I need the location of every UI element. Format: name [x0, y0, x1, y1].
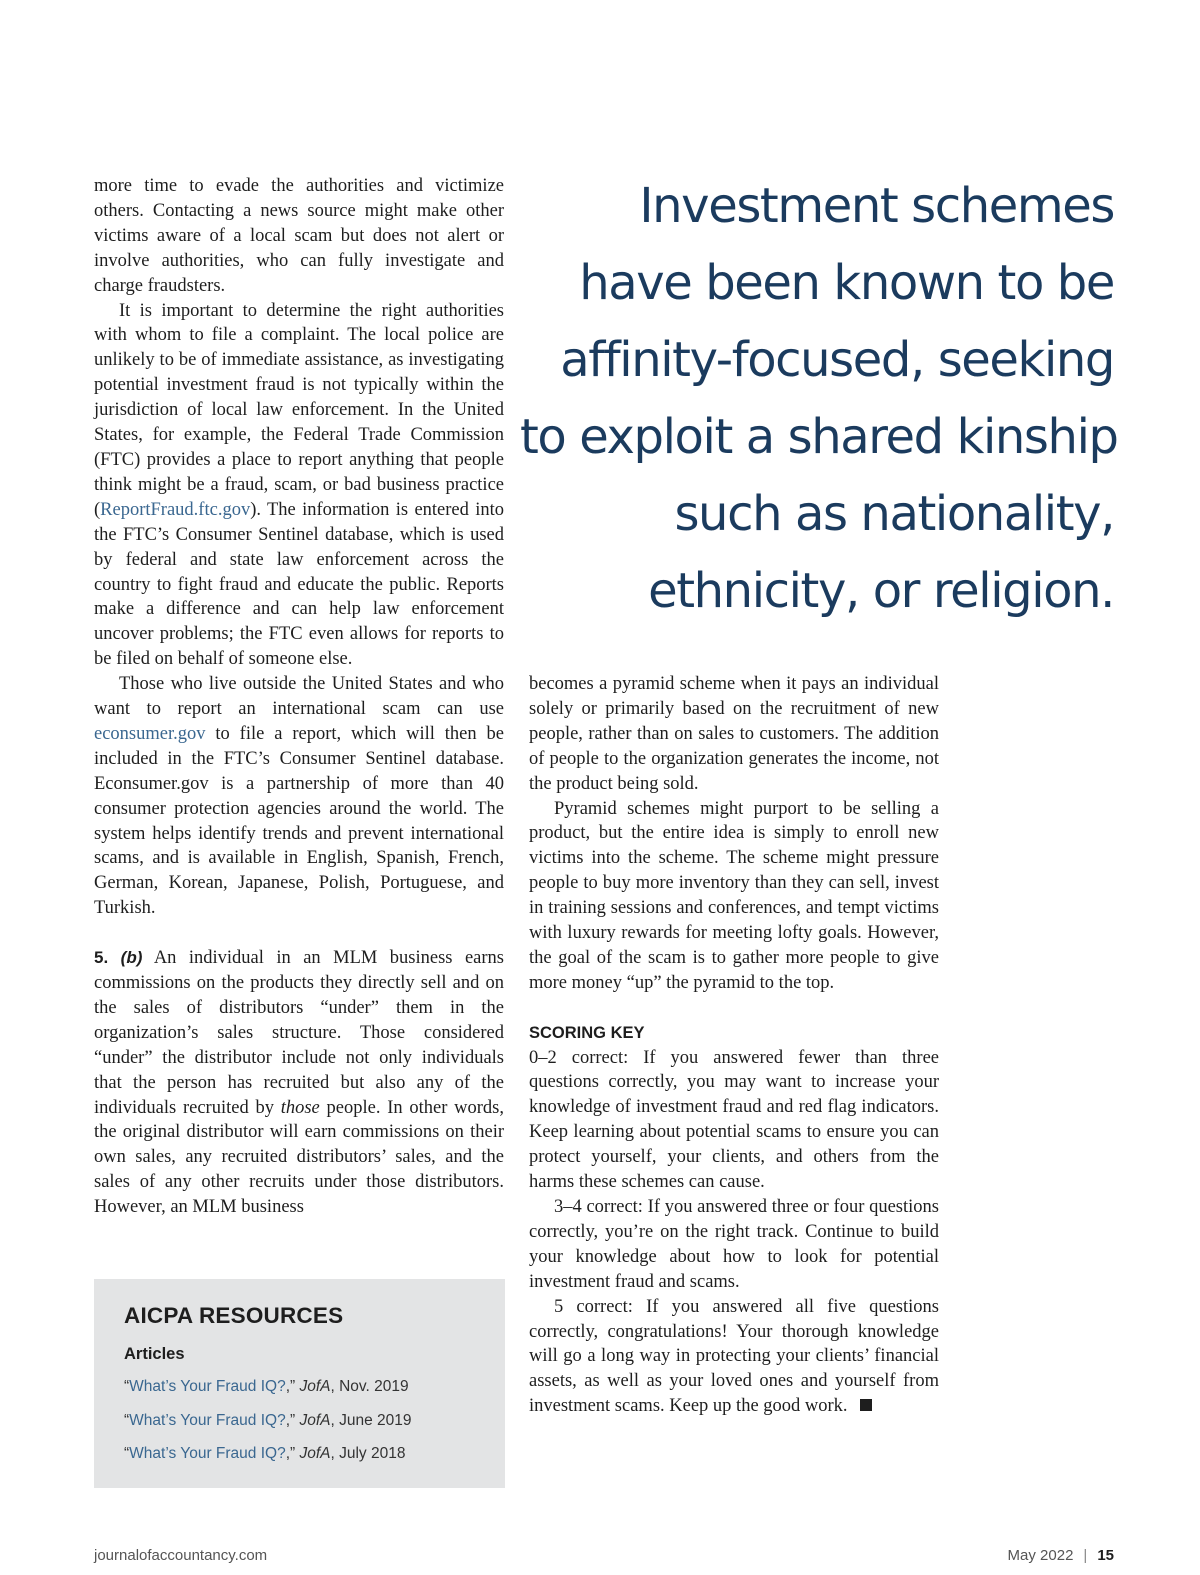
scoring-key-heading: SCORING KEY [529, 1023, 645, 1042]
reportfraud-link[interactable]: ReportFraud.ftc.gov [100, 499, 251, 520]
aicpa-resources-box [94, 1279, 505, 1488]
resources-subtitle: Articles [124, 1345, 185, 1363]
pull-quote-line: affinity-focused, seeking [560, 332, 1114, 388]
list-item: “What’s Your Fraud IQ?,” JofA, June 2019 [124, 1411, 412, 1429]
pull-quote-line: ethnicity, or religion. [648, 563, 1114, 619]
pull-quote-line: such as nationality, [674, 486, 1114, 542]
list-item: “What’s Your Fraud IQ?,” JofA, Nov. 2019 [124, 1378, 409, 1395]
pull-quote-line: have been known to be [579, 255, 1114, 311]
score-range-3-4: 3–4 correct: If you answered three or four questions correctly, you’re on the right track. Continue to build your knowledge about how to look for potential investment fraud and scams. [529, 1197, 939, 1292]
answer-letter: (b) [120, 948, 143, 968]
article-link[interactable]: What’s Your Fraud IQ? [129, 1378, 286, 1395]
list-item: “What’s Your Fraud IQ?,” JofA, July 2018 [124, 1445, 406, 1462]
article-link[interactable]: What’s Your Fraud IQ? [129, 1411, 286, 1429]
article-link[interactable]: What’s Your Fraud IQ? [129, 1445, 286, 1462]
left-column [94, 174, 504, 1220]
resources-title: AICPA RESOURCES [124, 1303, 344, 1328]
footer-site: journalofaccountancy.com [94, 1547, 268, 1564]
paragraph: Pyramid schemes might purport to be selling a product, but the entire idea is simply to enroll new victims into the scheme. The scheme might pressure people to buy more inventory than they can sell, invest in training sessions and conferences, and tempt victims with luxury rewards for meeting lofty goals. However, the goal of the scam is to gather more people to give more money “up” the pyramid to the top. [529, 798, 939, 993]
question-number: 5. [94, 948, 109, 968]
score-range-0-2: 0–2 correct: If you answered fewer than three questions correctly, you may want to increase your knowledge of investment fraud and red flag indicators. Keep learning about potential scams to ensure you can protect yourself, your clients, and others from the harms these schemes can cause. [529, 1047, 939, 1193]
pull-quote [520, 168, 1118, 630]
paragraph: Those who live outside the United States and who want to report an international scam can use econsumer.gov to file a report, which will then be included in the FTC’s Consumer Sentinel database. Econsumer.gov is a partnership of more than 40 consumer protection agencies around the world. The system helps identify trends and prevent international scams, and is available in English, Spanish, French, German, Korean, Japanese, Polish, Portuguese, and Turkish. [94, 674, 504, 919]
paragraph: more time to evade the authorities and victimize others. Contacting a news source might make other victims aware of a local scam but does not alert or involve authorities, who can fully investigate and charge fraudsters. [94, 176, 504, 296]
score-range-5: 5 correct: If you answered all five questions correctly, congratulations! Your thorough knowledge will go a long way in protecting your clients’ financial assets, as well as your loved ones and yourself from investment scams. Keep up the good work. [529, 1296, 939, 1417]
paragraph: It is important to determine the right authorities with whom to file a complaint. The local police are unlikely to be of immediate assistance, as investigating potential investment fraud is not typically within the jurisdiction of local law enforcement. In the United States, for example, the Federal Trade Commission (FTC) provides a place to report anything that people think might be a fraud, scam, or bad business practice (ReportFraud.ftc.gov). The information is entered into the FTC’s Consumer Sentinel database, which is used by federal and state law enforcement across the country to fight fraud and educate the public. Reports make a difference and can help law enforcement uncover problems; the FTC even allows for reports to be filed on behalf of someone else. [94, 300, 504, 670]
pull-quote-line: to exploit a shared kinship [520, 409, 1118, 465]
right-column [529, 672, 939, 1419]
question-5-answer: 5. (b) An individual in an MLM business earns commissions on the products they directly sell and on the sales of distributors “under” them in the organization’s sales structure. Those considered “under” the distributor include not only individuals that the person has recruited but also any of the individuals recruited by those people. In other words, the original distributor will earn commissions on their own sales, any recruited distributors’ sales, and the sales of any other recruits under those distributors. However, an MLM business [94, 948, 504, 1218]
end-of-article-icon [860, 1399, 872, 1411]
page-number: 15 [1097, 1547, 1114, 1564]
econsumer-link[interactable]: econsumer.gov [94, 723, 206, 744]
pull-quote-line: Investment schemes [639, 178, 1114, 234]
resources-list [124, 1370, 475, 1471]
paragraph: becomes a pyramid scheme when it pays an individual solely or primarily based on the recruitment of new people, rather than on sales to customers. The addition of people to the organization generates the income, not the product being sold. [529, 674, 939, 794]
footer-issue: May 2022 | 15 [1007, 1547, 1114, 1564]
